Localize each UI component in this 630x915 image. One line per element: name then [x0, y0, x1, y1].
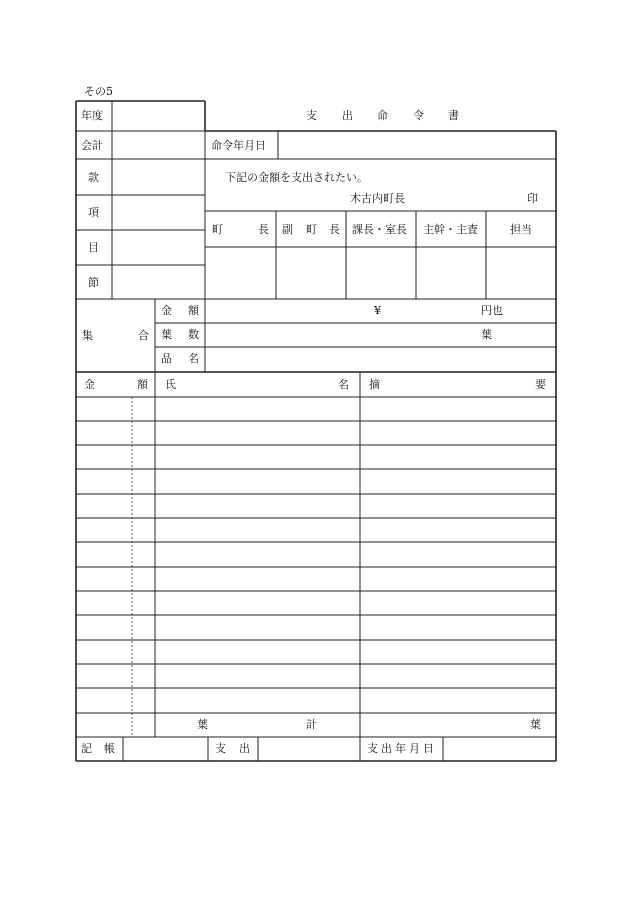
approval-senior: 主幹・主査 — [423, 223, 478, 236]
approval-staff: 担当 — [510, 223, 532, 236]
group-label-1: 集 — [82, 329, 93, 342]
detail-name-1: 氏 — [165, 378, 176, 391]
detail-name-2: 名 — [338, 378, 349, 391]
approval-deputy-2: 町 — [306, 223, 317, 236]
payment-date-label: 支出年月日 — [367, 742, 437, 755]
approval-mayor-1: 町 — [212, 223, 223, 236]
seal-mark: 印 — [527, 192, 538, 205]
detail-amount-2: 額 — [137, 378, 148, 391]
payment-label-2: 出 — [239, 742, 250, 755]
approval-deputy-1: 副 — [282, 223, 293, 236]
sheet-unit: 葉 — [481, 328, 492, 341]
title-char-2: 出 — [342, 109, 353, 122]
title-char-3: 命 — [377, 109, 388, 122]
item-label-1: 品 — [161, 352, 172, 365]
yen-mark: ¥ — [374, 304, 381, 317]
total-sheet: 葉 — [197, 718, 208, 731]
label-meirei-date: 命令年月日 — [211, 139, 266, 152]
total-sheet-right: 葉 — [530, 718, 541, 731]
approval-deputy-3: 長 — [329, 223, 340, 236]
total-label: 計 — [306, 718, 317, 731]
form-number: その5 — [84, 85, 113, 98]
amount-label-2: 額 — [188, 304, 199, 317]
group-label-2: 合 — [138, 329, 149, 342]
instruction-text: 下記の金額を支出されたい。 — [225, 171, 368, 184]
title-char-5: 書 — [448, 109, 459, 122]
detail-amount-1: 金 — [84, 378, 95, 391]
label-kaikei: 会計 — [81, 139, 103, 152]
label-nendo: 年度 — [81, 109, 103, 122]
title-char-1: 支 — [306, 109, 317, 122]
ledger-label-1: 記 — [81, 742, 92, 755]
detail-summary-2: 要 — [535, 378, 546, 391]
mayor-name: 木古内町長 — [350, 192, 405, 205]
label-moku: 目 — [88, 241, 99, 254]
approval-mayor-2: 長 — [258, 223, 269, 236]
label-kan: 款 — [88, 171, 99, 184]
title-char-4: 令 — [413, 109, 424, 122]
item-label-2: 名 — [188, 352, 199, 365]
detail-summary-1: 摘 — [369, 378, 380, 391]
label-kou: 項 — [88, 206, 99, 219]
payment-label-1: 支 — [215, 742, 226, 755]
count-label-1: 葉 — [161, 328, 172, 341]
amount-label-1: 金 — [161, 304, 172, 317]
label-setsu: 節 — [88, 276, 99, 289]
approval-section-chief: 課長・室長 — [352, 223, 407, 236]
count-label-2: 数 — [188, 328, 199, 341]
yen-suffix: 円也 — [481, 304, 503, 317]
ledger-label-2: 帳 — [104, 742, 115, 755]
